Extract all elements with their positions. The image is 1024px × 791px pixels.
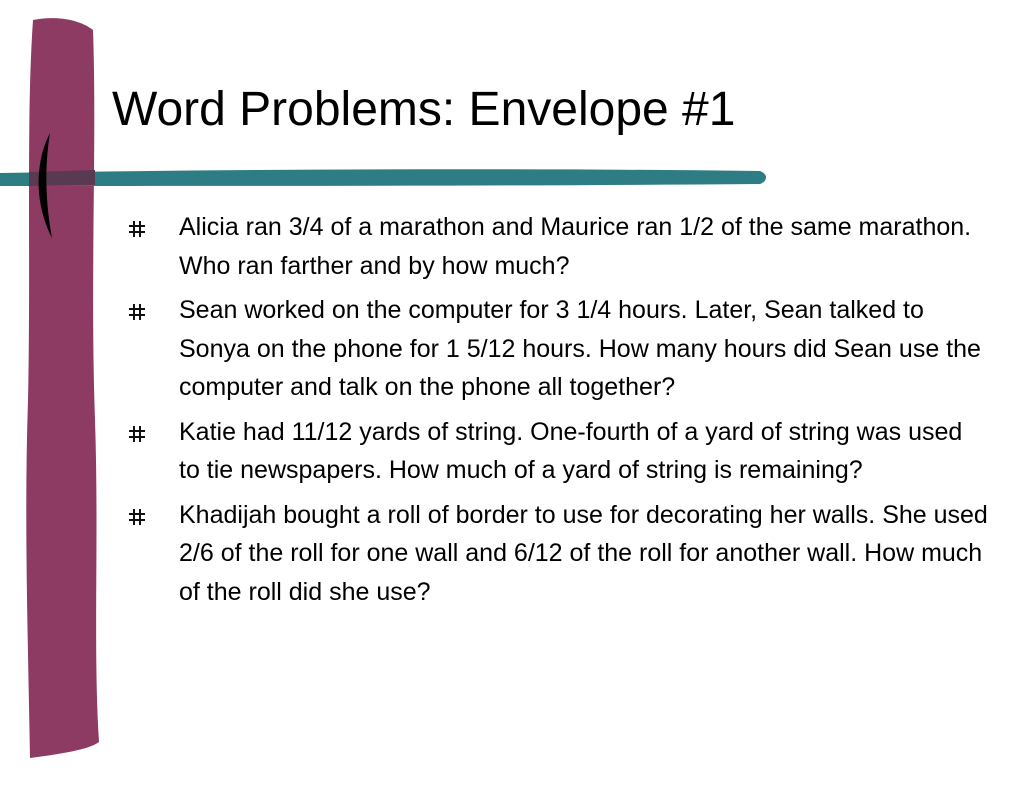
list-item xyxy=(128,496,988,612)
hash-bullet-icon xyxy=(128,508,146,526)
hash-bullet-icon xyxy=(128,425,146,443)
bullet-list xyxy=(128,208,988,617)
slide-title: Word Problems: Envelope #1 xyxy=(112,83,736,136)
hash-bullet-icon xyxy=(128,303,146,321)
vertical-accent-bar xyxy=(26,18,99,758)
list-item xyxy=(128,291,988,407)
list-item xyxy=(128,413,988,490)
bullet-text: Sean worked on the computer for 3 1/4 hours. Later, Sean talked to Sonya on the phone for 1 5/12 hours. How many hours did Sean use the computer and talk on the phone all together? xyxy=(179,296,981,401)
list-item xyxy=(128,208,988,285)
bullet-text: Khadijah bought a roll of border to use for decorating her walls. She used 2/6 of the roll for one wall and 6/12 of the roll for another wall. How much of the roll did she use? xyxy=(179,500,988,606)
bullet-text: Katie had 11/12 yards of string. One-fourth of a yard of string was used to tie newspapers. How much of a yard of string is remaining? xyxy=(179,417,963,484)
horizontal-title-rule xyxy=(0,169,766,186)
bullet-text: Alicia ran 3/4 of a marathon and Maurice ran 1/2 of the same marathon. Who ran farther and by how much? xyxy=(179,213,972,280)
hash-bullet-icon xyxy=(128,220,146,238)
